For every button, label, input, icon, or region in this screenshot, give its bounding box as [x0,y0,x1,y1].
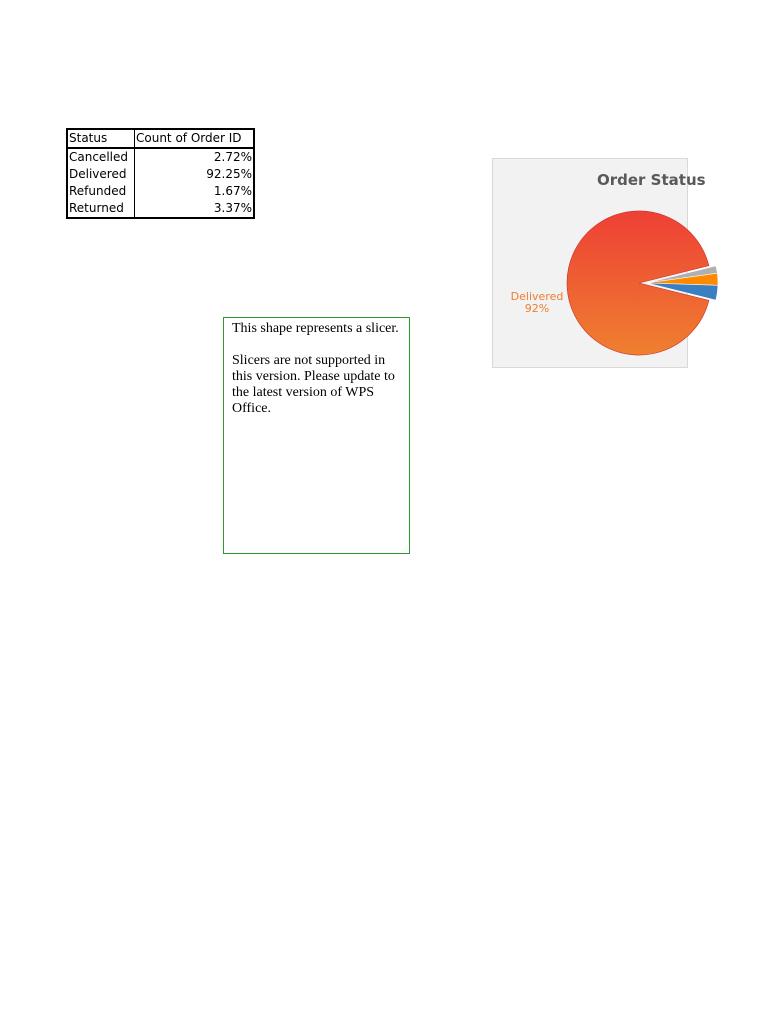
count-cell: 3.37% [135,200,255,218]
table-row [67,183,254,200]
count-cell: 92.25% [135,166,255,183]
slicer-message-line2: Slicers are not supported in this version. Please update to the latest version of WPS Office. [232,353,395,416]
count-cell: 1.67% [135,183,255,200]
table-row [67,148,254,166]
slicer-placeholder[interactable] [223,317,410,554]
table-row [67,200,254,218]
pie-chart[interactable] [492,158,732,368]
header-status: Status [67,129,135,148]
table-header-row [67,129,254,148]
count-cell: 2.72% [135,148,255,166]
header-count-of-order-id: Count of Order ID [135,129,255,148]
chart-title: Order Status [597,171,706,189]
status-cell: Cancelled [67,148,135,166]
table-row [67,166,254,183]
status-cell: Delivered [67,166,135,183]
status-cell: Refunded [67,183,135,200]
data-label-delivered-value: 92% [524,302,550,315]
status-cell: Returned [67,200,135,218]
pivot-table [66,128,255,219]
slicer-message-line1: This shape represents a slicer. [232,321,399,336]
data-label-delivered-name: Delivered [510,290,564,303]
